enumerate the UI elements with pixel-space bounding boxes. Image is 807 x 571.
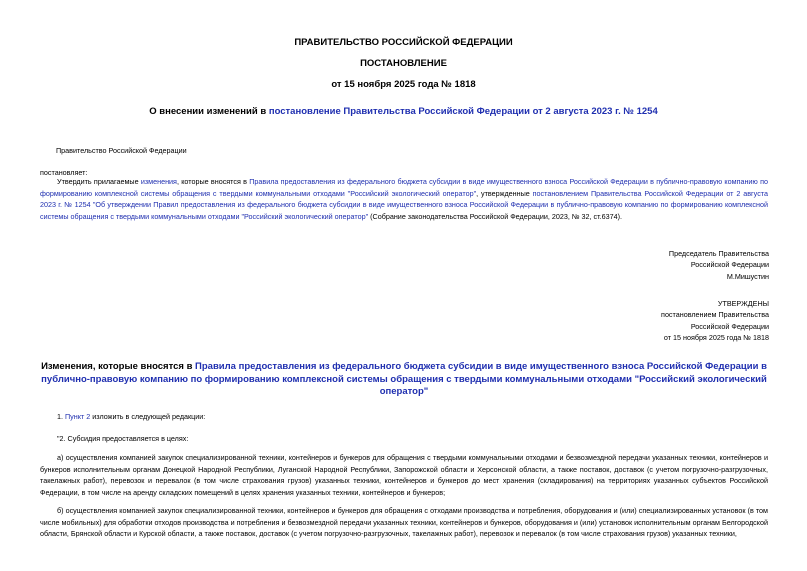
approved-line-3: Российской Федерации — [690, 321, 769, 331]
government-header: ПРАВИТЕЛЬСТВО РОССИЙСКОЙ ФЕДЕРАЦИИ — [294, 37, 513, 48]
quote-start: "2. Субсидия предоставляется в целях: — [57, 434, 189, 443]
signature-line-3: М.Мишустин — [726, 271, 769, 281]
p1-text-c: , утвержденные — [476, 188, 533, 198]
changes-heading — [36, 361, 772, 399]
rules-link[interactable]: Правила предоставления из федерального бюджета субсидии в виде имущественного взноса Российской Федерации в публично-правовую компанию по формированию комплексной системы обращения с твердыми коммунальными отходами "Российский экологический оператор" — [40, 177, 768, 198]
issuing-authority: Правительство Российской Федерации — [56, 146, 187, 155]
item-1-link[interactable]: Пункт 2 — [65, 412, 91, 421]
decides-label: постановляет: — [40, 168, 88, 177]
resolution-link[interactable]: постановлением Правительства Российской Федерации от 2 августа 2023 г. № 1254 "Об утверждении Правил предоставления из федерального бюджета субсидии в виде имущественного взноса Российской Федерации в публично-правовую компанию по формированию комплексной системы обращения с твердыми коммунальными отходами "Российский экологический оператор" — [40, 188, 768, 221]
changes-link[interactable]: изменения — [140, 177, 177, 186]
signature-line-1: Председатель Правительства — [668, 249, 769, 258]
document-title — [0, 106, 807, 117]
p1-text-d: (Собрание законодательства Российской Федерации, 2023, № 32, ст.6374). — [368, 211, 622, 221]
approved-line-4: от 15 ноября 2025 года № 1818 — [663, 333, 769, 343]
changes-heading-prefix: Изменения, которые вносятся в — [41, 361, 196, 372]
p1-text-b: , которые вносятся в — [176, 177, 250, 186]
signature-block — [669, 248, 769, 282]
paragraph-b: б) осуществления компанией закупок специализированной техники, контейнеров и бункеров для обращения с отходами производства и потребления, оборудования и (или) специализированных установок (в том числе мобильных) для обработки отходов производства и потребления и безвозмездной передачи указанных техники, контейнеров и бункеров, оборудования и (или) установок исполнительным органам Белгородской области, Брянской области и Курской области, а также поставок, доставок (с учетом погрузочно-разгрузочных, такелажных работ), перевозок и перевалок (в том числе страхования грузов) указанных техники, — [40, 506, 768, 539]
title-prefix: О внесении изменений в — [149, 106, 269, 117]
changes-heading-link[interactable]: Правила предоставления из федерального бюджета субсидии в виде имущественного взноса Российской Федерации в публично-правовую компанию по формированию комплексной системы обращения с твердыми коммунальными отходами "Российский экологический оператор" — [41, 361, 767, 397]
paragraph-a: а) осуществления компанией закупок специализированной техники, контейнеров и бункеров для обращения с твердыми коммунальными отходами и безвозмездной передачи указанных техники, контейнеров и бункеров исполнительным органам Донецкой Народной Республики, Луганской Народной Республики, Запорожской области и Херсонской области, а также поставок, доставок (с учетом погрузочно-разгрузочных, такелажных работ), перевозок и перевалок (в том числе страхования грузов) указанных техники, контейнеров и бункеров до мест хранения (складирования) на территориях указанных субъектов Российской Федерации, в том числе на аренду складских помещений в целях хранения указанных техники, контейнеров и бункеров; — [40, 453, 768, 497]
item-1 — [40, 411, 768, 423]
title-link[interactable]: постановление Правительства Российской Федерации от 2 августа 2023 г. № 1254 — [268, 106, 658, 117]
document-date: от 15 ноября 2025 года № 1818 — [331, 79, 476, 90]
item-1-text: изложить в следующей редакции: — [90, 412, 206, 421]
approved-block — [661, 298, 769, 344]
approved-line-2: постановлением Правительства — [661, 310, 769, 320]
signature-line-2: Российской Федерации — [690, 260, 769, 270]
paragraph-approve — [40, 176, 768, 222]
document-type: ПОСТАНОВЛЕНИЕ — [360, 58, 447, 69]
p1-text-a: Утвердить прилагаемые — [57, 177, 141, 186]
approved-line-1: УТВЕРЖДЕНЫ — [717, 299, 769, 308]
item-1-number: 1. — [57, 412, 65, 421]
